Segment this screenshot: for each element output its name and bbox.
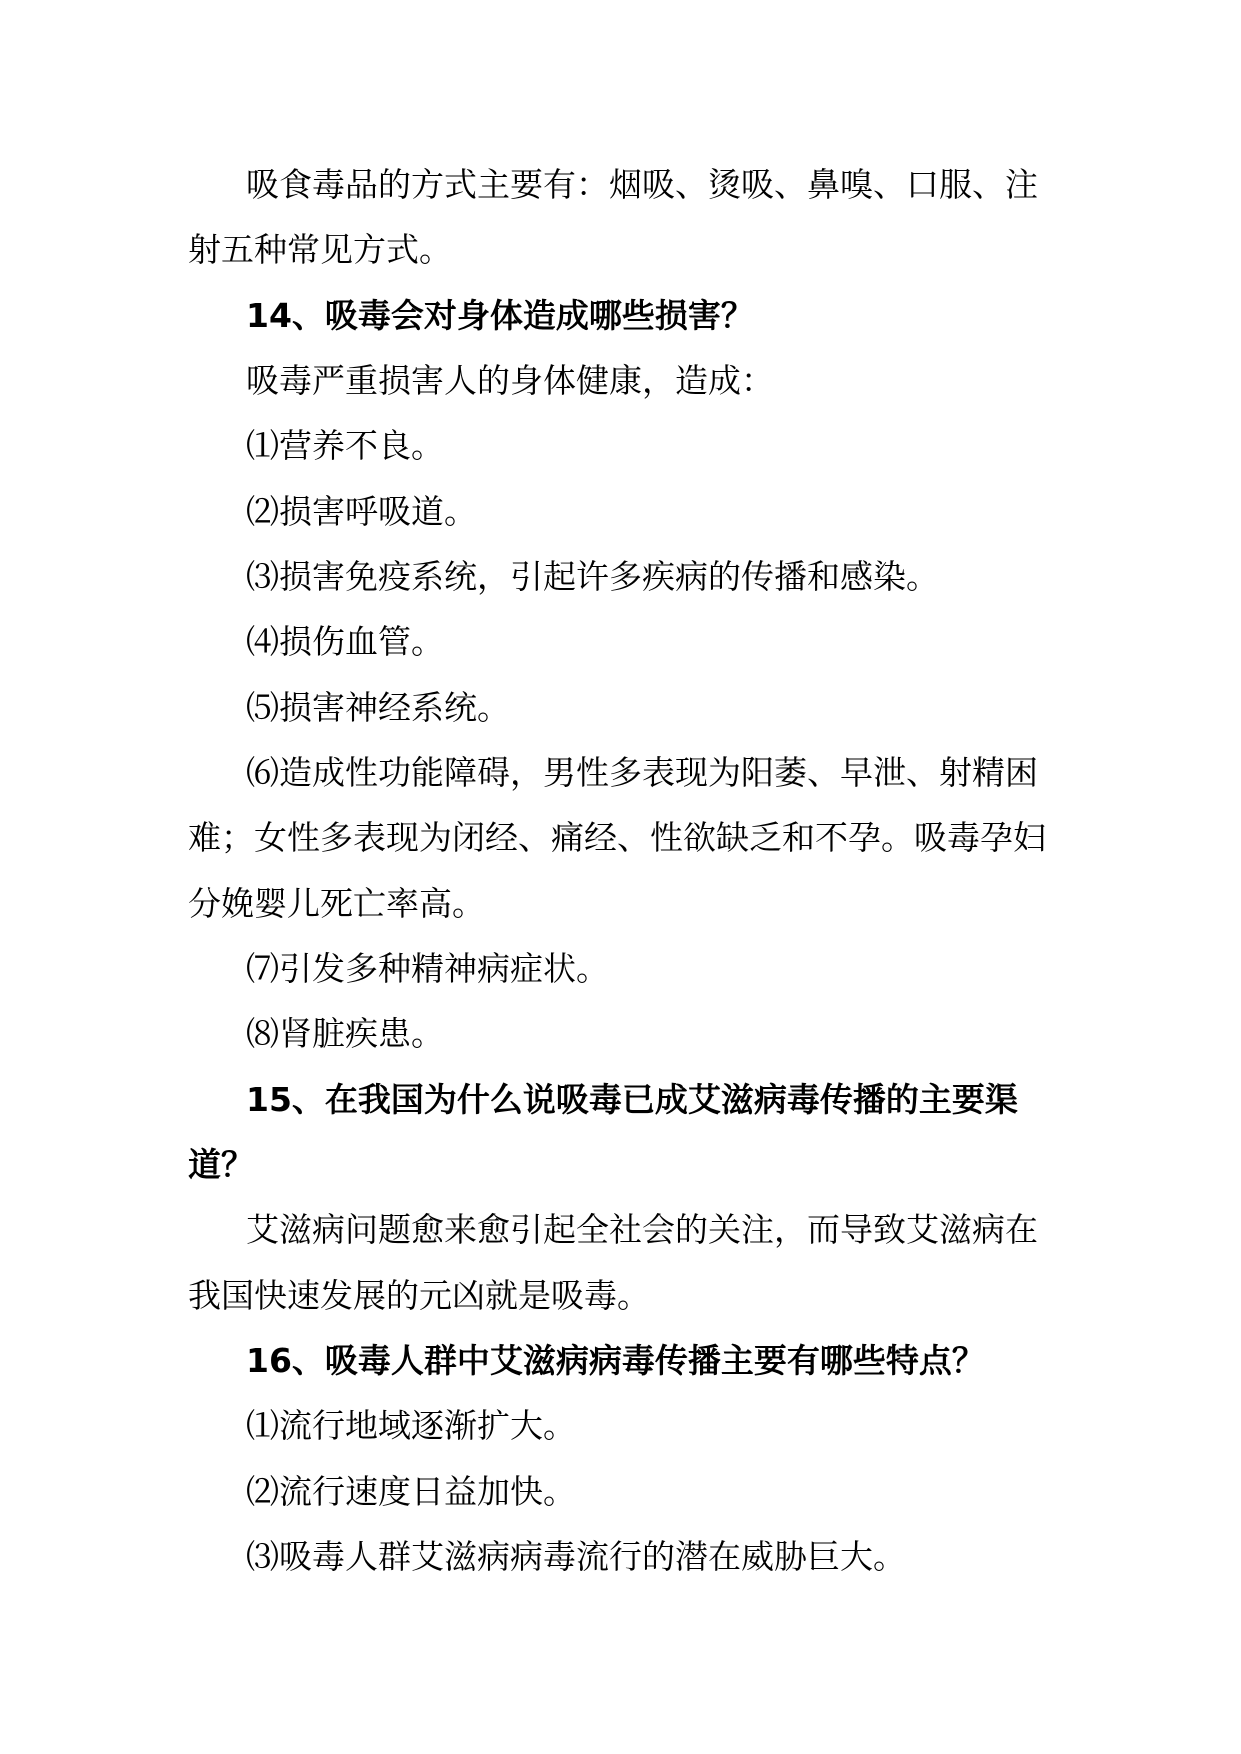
list-item-6	[188, 740, 1188, 936]
question-15-heading: 15、在我国为什么说吸毒已成艾滋病毒传播的主要渠	[246, 1079, 1018, 1119]
question-15-heading-continuation: 道？	[188, 1144, 254, 1184]
question-15-section	[188, 1067, 1188, 1328]
question-16-heading: 16、吸毒人群中艾滋病病毒传播主要有哪些特点？	[246, 1340, 985, 1380]
question-14-section	[188, 283, 1188, 1067]
answer-lead: 吸毒严重损害人的身体健康，造成：	[246, 360, 774, 400]
list-item-1: ⑴流行地域逐渐扩大。	[246, 1406, 576, 1446]
list-item-line: 难；女性多表现为闭经、痛经、性欲缺乏和不孕。吸毒孕妇	[188, 818, 1046, 858]
paragraph-line: 吸食毒品的方式主要有：烟吸、烫吸、鼻嗅、口服、注	[246, 165, 1038, 204]
paragraph-line: 我国快速发展的元凶就是吸毒。	[188, 1275, 650, 1315]
list-item-2: ⑵损害呼吸道。	[246, 491, 477, 531]
paragraph-line: 射五种常见方式。	[188, 230, 452, 270]
question-16-section	[188, 1328, 1188, 1589]
list-item-line: 分娩婴儿死亡率高。	[188, 883, 485, 923]
question-14-heading: 14、吸毒会对身体造成哪些损害？	[246, 295, 754, 335]
list-item-5: ⑸损害神经系统。	[246, 687, 510, 727]
intro-paragraph	[188, 152, 1188, 283]
answer-paragraph	[188, 1197, 1188, 1328]
paragraph-line: 艾滋病问题愈来愈引起全社会的关注，而导致艾滋病在	[246, 1210, 1038, 1250]
document-body	[188, 152, 1188, 1589]
list-item-2: ⑵流行速度日益加快。	[246, 1471, 576, 1511]
list-item-7: ⑺引发多种精神病症状。	[246, 948, 609, 988]
list-item-1: ⑴营养不良。	[246, 426, 444, 466]
list-item-4: ⑷损伤血管。	[246, 622, 444, 662]
list-item-3: ⑶损害免疫系统，引起许多疾病的传播和感染。	[246, 556, 939, 596]
list-item-8: ⑻肾脏疾患。	[246, 1014, 444, 1054]
list-item-3: ⑶吸毒人群艾滋病病毒流行的潜在威胁巨大。	[246, 1536, 906, 1576]
list-item-line: ⑹造成性功能障碍，男性多表现为阳萎、早泄、射精困	[246, 752, 1038, 792]
